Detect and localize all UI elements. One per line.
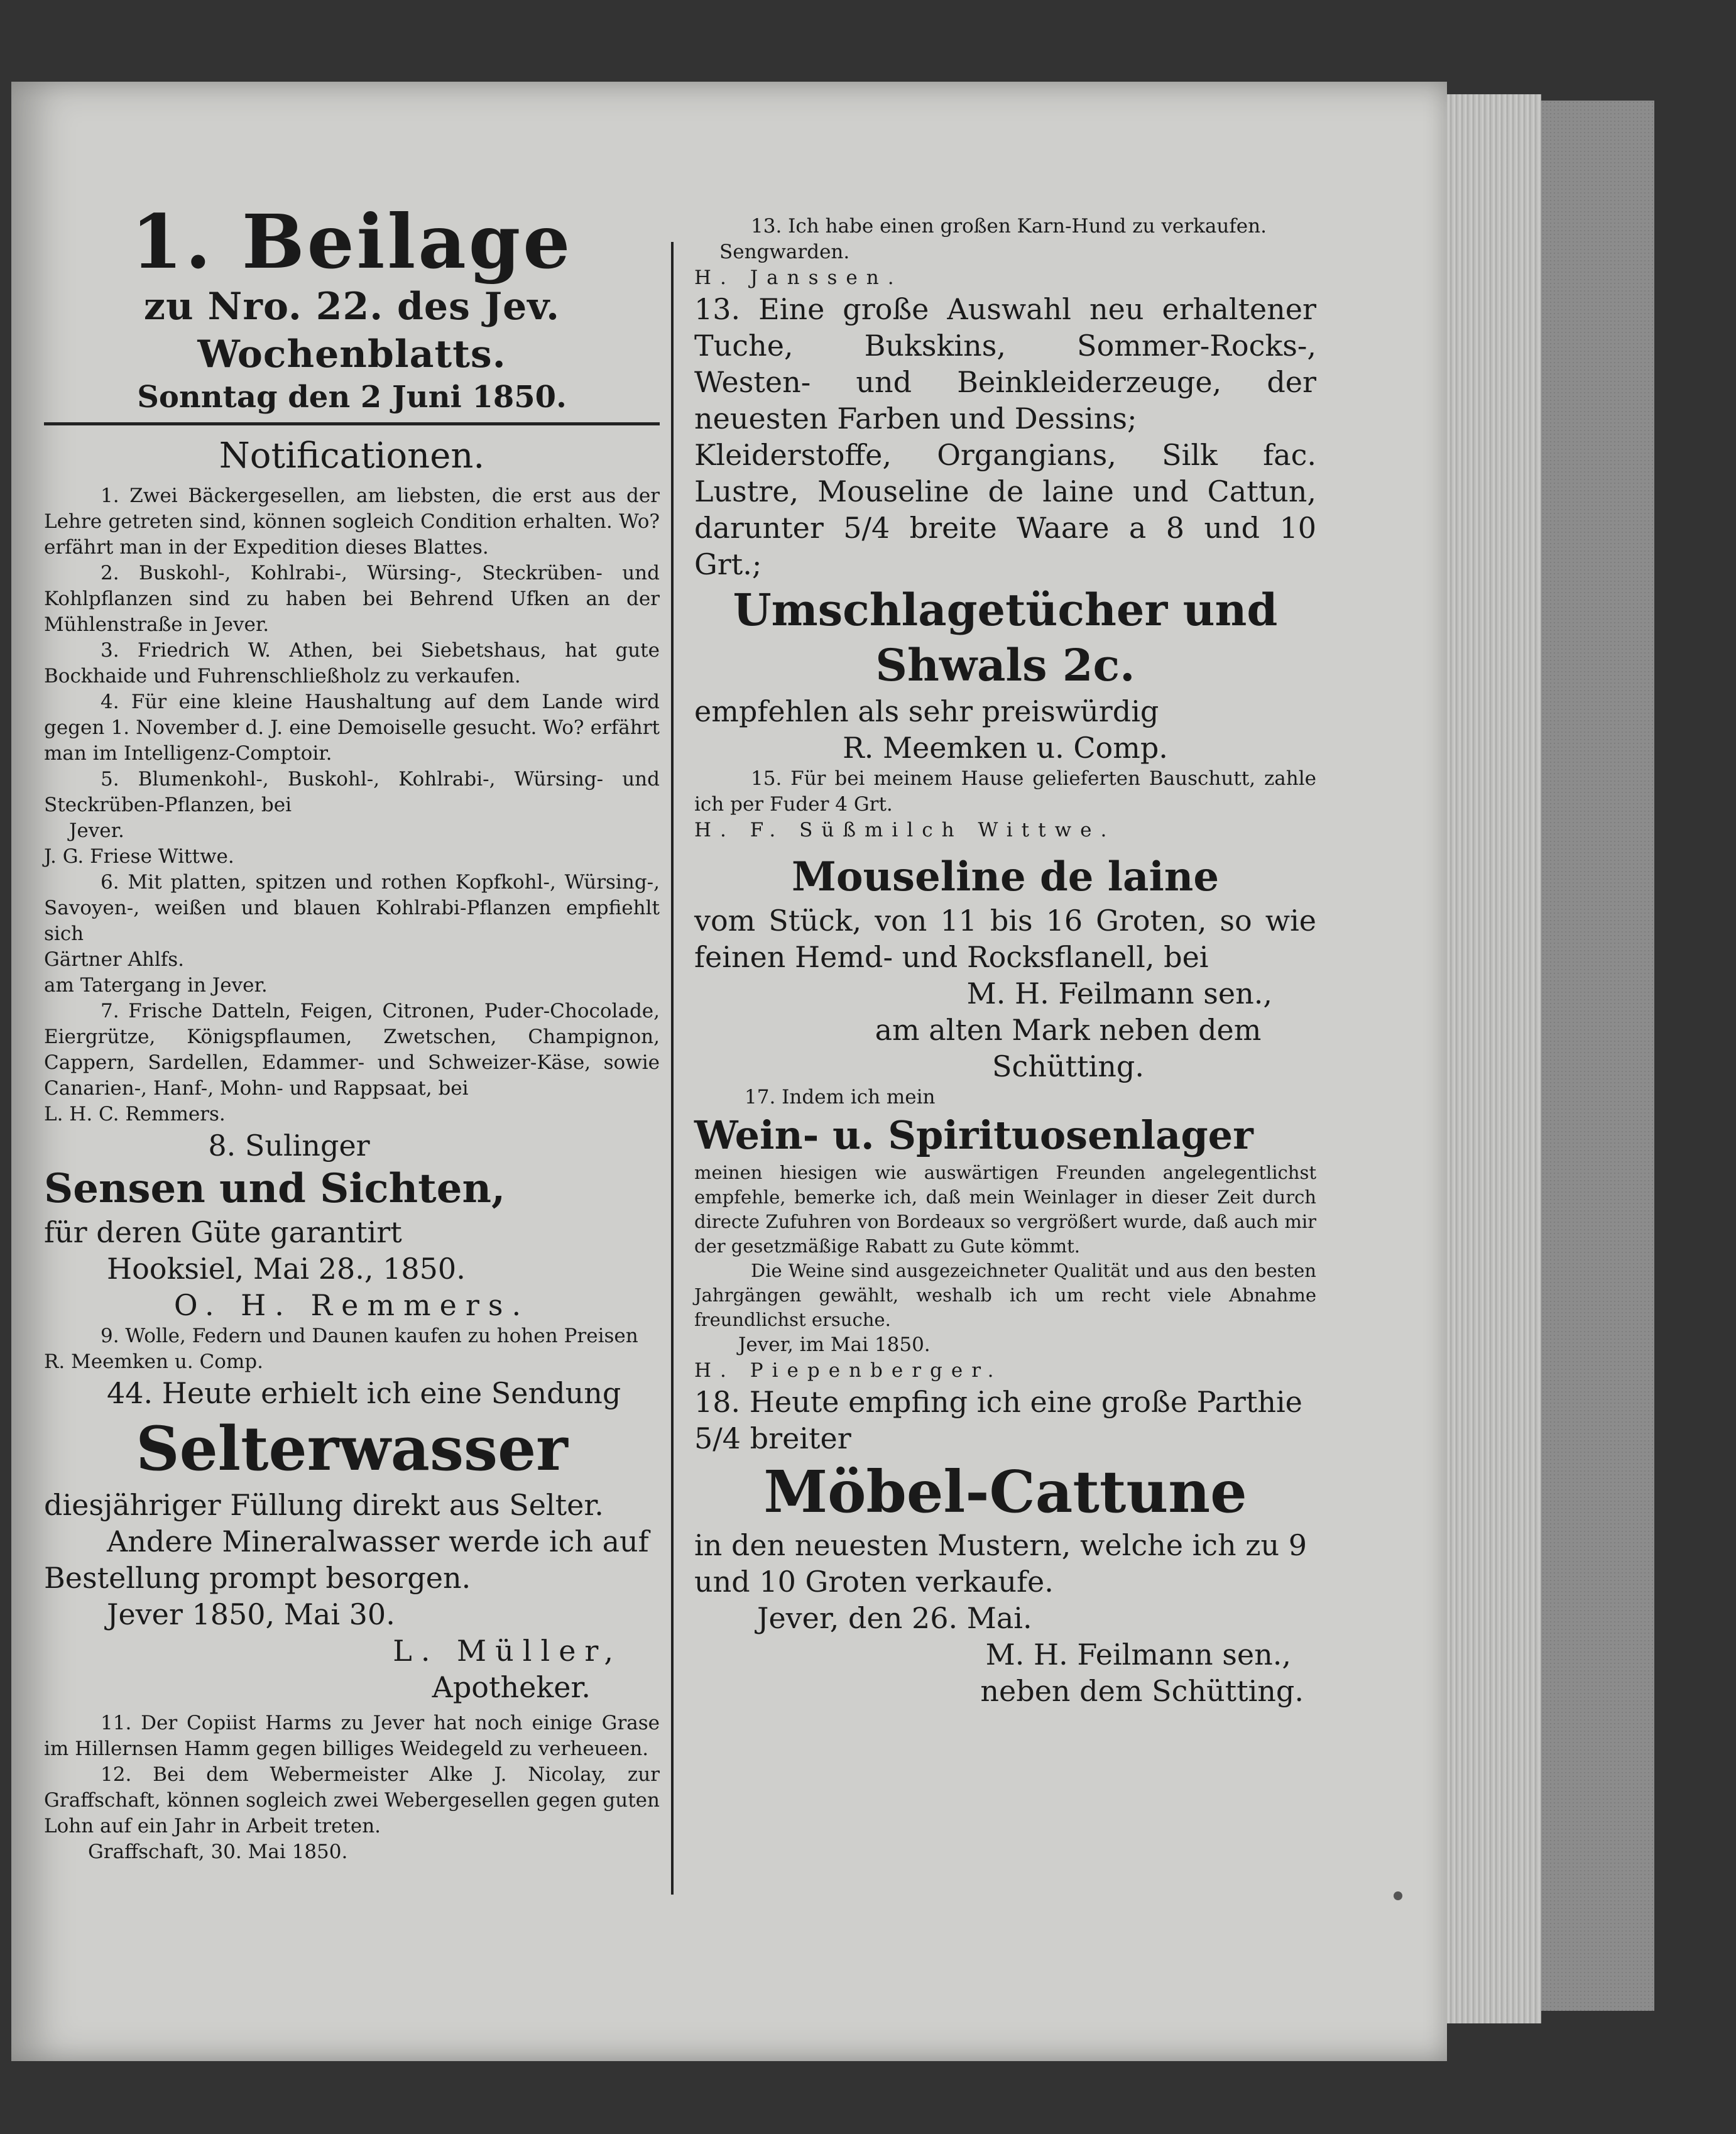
notice-8-headline: Sensen und Sichten,: [44, 1165, 506, 1212]
notice-44-line-1: diesjähriger Füllung direkt aus Selter.: [44, 1488, 604, 1522]
notice-6-signature: Gärtner Ahlfs.: [44, 948, 185, 971]
column-divider: [671, 242, 674, 1895]
notice-13b-text-2: Kleiderstoffe, Organgians, Silk fac. Lustre, Mouseline de laine und Cattun, darunter 5/4 breite Waare a 8 und 10 Grt.;: [694, 438, 1316, 581]
notice-44-headline: Selterwasser: [136, 1413, 568, 1484]
notice-18-head: 18. Heute empfing ich eine große Parthie 5/4 breiter: [694, 1385, 1302, 1455]
notice-18-text: in den neuesten Mustern, welche ich zu 9 und 10 Groten verkaufe.: [694, 1528, 1307, 1599]
notice-44-title: Apotheker.: [432, 1670, 591, 1704]
notice-13b-line: empfehlen als sehr preiswürdig: [694, 694, 1159, 728]
notice-44-line-3: Bestellung prompt besorgen.: [44, 1561, 471, 1595]
notice-8-line: für deren Güte garantirt: [44, 1215, 402, 1249]
notice-15: 15. Für bei meinem Hause gelieferten Bauschutt, zahle ich per Fuder 4 Grt.: [694, 767, 1316, 816]
notice-5-place: Jever.: [69, 819, 124, 842]
notice-18-signature: M. H. Feilmann sen.,: [985, 1638, 1291, 1672]
book-cover-board: [1541, 101, 1654, 2011]
notice-44-head: 44. Heute erhielt ich eine Sendung: [107, 1376, 621, 1410]
notice-16-address: am alten Mark neben dem Schütting.: [875, 1013, 1262, 1083]
masthead-rule: [44, 422, 660, 425]
notice-1: 1. Zwei Bäckergesellen, am liebsten, die erst aus der Lehre getreten sind, können sogleich Condition erhalten. Wo? erfährt man in der Expedition dieses Blattes.: [44, 484, 660, 559]
notice-12: 12. Bei dem Webermeister Alke J. Nicolay, zur Graffschaft, können sogleich zwei Webergesellen gegen guten Lohn auf ein Jahr in Arbeit treten.: [44, 1763, 660, 1837]
notice-18-headline: Möbel-Cattune: [763, 1458, 1247, 1526]
right-column: [694, 214, 1316, 1709]
notice-9-signature: R. Meemken u. Comp.: [44, 1350, 263, 1373]
issue-date: Sonntag den 2 Juni 1850.: [137, 380, 567, 415]
notice-8-head: 8. Sulinger: [208, 1129, 370, 1163]
notice-16-text: vom Stück, von 11 bis 16 Groten, so wie feinen Hemd- und Rocksflanell, bei: [694, 904, 1316, 974]
notice-44-line-2: Andere Mineralwasser werde ich auf: [107, 1524, 649, 1558]
notice-44-signature: L. Müller,: [393, 1634, 622, 1668]
notice-17-place: Jever, im Mai 1850.: [738, 1333, 931, 1356]
notice-17-signature: H. Piepenberger.: [694, 1359, 1003, 1382]
notice-17-head: 17. Indem ich mein: [745, 1086, 936, 1108]
notice-11: 11. Der Copiist Harms zu Jever hat noch einige Grase im Hillernsen Hamm gegen billiges Weidegeld zu verheueen.: [44, 1712, 660, 1760]
notice-16-signature: M. H. Feilmann sen.,: [966, 977, 1272, 1010]
notice-8-place: Hooksiel, Mai 28., 1850.: [107, 1252, 466, 1286]
notice-13a: 13. Ich habe einen großen Karn-Hund zu verkaufen.: [751, 215, 1267, 238]
notice-13a-place: Sengwarden.: [719, 241, 850, 263]
supplement-subtitle: zu Nro. 22. des Jev. Wochenblatts.: [143, 285, 560, 376]
notice-15-signature: H. F. Süßmilch Wittwe.: [694, 819, 1116, 841]
notice-8-signature: O. H. Remmers.: [173, 1288, 530, 1322]
notice-13b-headline: Umschlagetücher und Shwals 2c.: [733, 584, 1278, 691]
notice-44-line-4: Jever 1850, Mai 30.: [107, 1597, 395, 1631]
notice-18-place: Jever, den 26. Mai.: [757, 1601, 1032, 1635]
notice-2: 2. Buskohl-, Kohlrabi-, Würsing-, Steckrüben- und Kohlpflanzen sind zu haben bei Behrend Ufken an der Mühlenstraße in Jever.: [44, 562, 660, 636]
notice-5-signature: J. G. Friese Wittwe.: [44, 845, 234, 868]
notice-4: 4. Für eine kleine Haushaltung auf dem Lande wird gegen 1. November d. J. eine Demoiselle gesucht. Wo? erfährt man im Intelligenz-Comptoir.: [44, 691, 660, 765]
notice-13a-signature: H. Janssen.: [694, 266, 903, 289]
notice-5: 5. Blumenkohl-, Buskohl-, Kohlrabi-, Würsing- und Steckrüben-Pflanzen, bei: [44, 768, 660, 816]
notice-18-address: neben dem Schütting.: [980, 1674, 1304, 1708]
page-edges: [1447, 94, 1541, 2023]
left-column: [44, 198, 660, 1865]
supplement-title: 1. Beilage: [131, 198, 573, 285]
notice-16-headline: Mouseline de laine: [791, 853, 1220, 900]
notice-13b-text-1: 13. Eine große Auswahl neu erhaltener Tuche, Bukskins, Sommer-Rocks-, Westen- und Beinkleiderzeuge, der neuesten Farben und Dessins;: [694, 292, 1316, 435]
notice-9: 9. Wolle, Federn und Daunen kaufen zu hohen Preisen: [101, 1325, 638, 1347]
notice-3: 3. Friedrich W. Athen, bei Siebetshaus, hat gute Bockhaide und Fuhrenschließholz zu verkaufen.: [44, 639, 660, 687]
paper-spot: [1394, 1891, 1402, 1900]
notice-7-signature: L. H. C. Remmers.: [44, 1103, 226, 1125]
notice-6: 6. Mit platten, spitzen und rothen Kopfkohl-, Würsing-, Savoyen-, weißen und blauen Kohlrabi-Pflanzen empfiehlt sich: [44, 871, 660, 945]
notice-17-text: meinen hiesigen wie auswärtigen Freunden angelegentlichst empfehle, bemerke ich, daß mein Weinlager in dieser Zeit durch directe Zufuhren von Bordeaux so vergrößert wurde, daß auch mir der gesetzmäßige Rabatt zu Gute kömmt.: [694, 1162, 1316, 1257]
notice-7: 7. Frische Datteln, Feigen, Citronen, Puder-Chocolade, Eiergrütze, Königspflaumen, Zwetschen, Champignon, Cappern, Sardellen, Edammer- und Schweizer-Käse, sowie Canarien-, Hanf-, Mohn- und Rappsaat, bei: [44, 1000, 660, 1100]
notice-12-place: Graffschaft, 30. Mai 1850.: [88, 1841, 348, 1863]
notice-6-address: am Tatergang in Jever.: [44, 974, 268, 997]
notice-17-text-2: Die Weine sind ausgezeichneter Qualität und aus den besten Jahrgängen gewählt, weshalb ich um recht viele Abnahme freundlichst ersuche.: [694, 1260, 1316, 1330]
notice-17-headline: Wein- u. Spirituosenlager: [694, 1112, 1253, 1158]
section-title: Notificationen.: [219, 435, 485, 476]
notice-13b-signature: R. Meemken u. Comp.: [843, 731, 1168, 765]
